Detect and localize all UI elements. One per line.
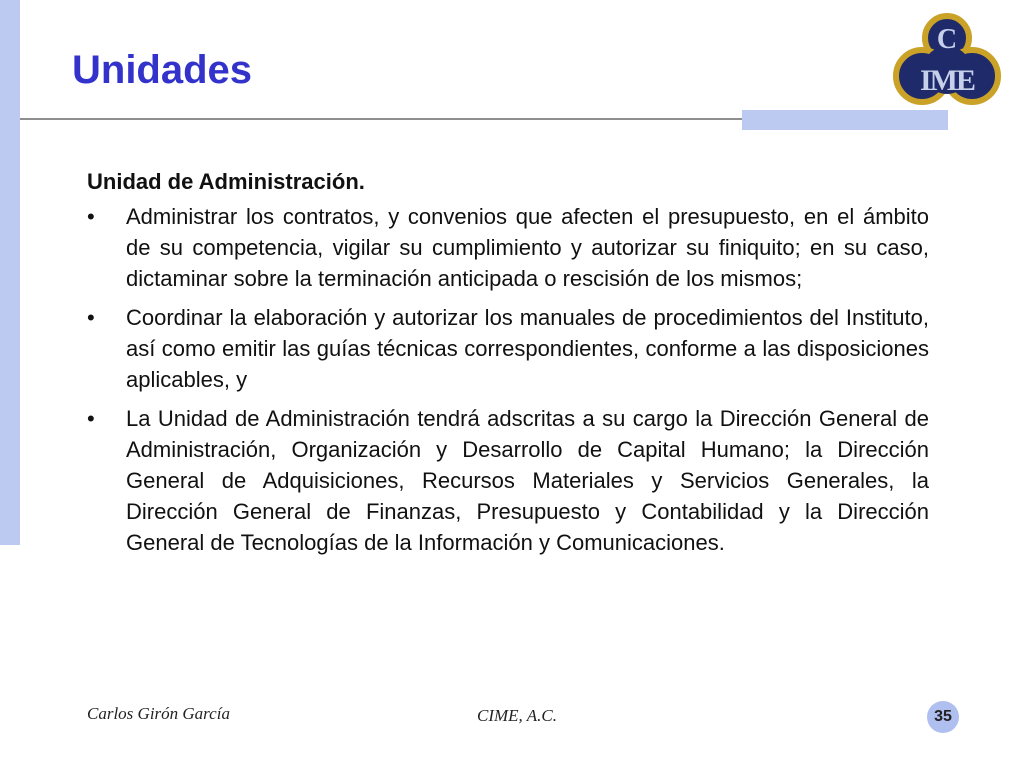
bullet-list	[87, 201, 929, 558]
list-item	[87, 403, 929, 558]
slide-title: Unidades	[72, 48, 253, 92]
page-number: 35	[934, 708, 952, 725]
bullet-text: Coordinar la elaboración y autorizar los manuales de procedimientos del Instituto, así como emitir las guías técnicas correspondientes, conforme a las disposiciones aplicables, y	[126, 305, 929, 392]
footer-author: Carlos Girón García	[87, 704, 230, 723]
bullet-icon: •	[87, 305, 95, 330]
section-subtitle: Unidad de Administración.	[87, 169, 365, 194]
page-number-badge	[927, 701, 959, 733]
list-item	[87, 201, 929, 294]
bullet-text: Administrar los contratos, y convenios que afecten el presupuesto, en el ámbito de su competencia, vigilar su cumplimiento y autorizar su finiquito; en su caso, dictaminar sobre la terminación anticipada o rescisión de los mismos;	[126, 204, 929, 291]
list-item	[87, 302, 929, 395]
logo-text-bottom: IME	[920, 64, 974, 97]
bullet-icon: •	[87, 204, 95, 229]
left-accent-bar	[0, 0, 20, 545]
bullet-icon: •	[87, 406, 95, 431]
cime-logo	[888, 10, 1006, 114]
slide-content	[87, 166, 929, 566]
bullet-text: La Unidad de Administración tendrá adscritas a su cargo la Dirección General de Administración, Organización y Desarrollo de Capital Humano; la Dirección General de Adquisiciones, Recursos Materiales y Servicios Generales, la Dirección General de Finanzas, Presupuesto y Contabilidad y la Dirección General de Tecnologías de la Información y Comunicaciones.	[126, 406, 929, 555]
footer-organization: CIME, A.C.	[477, 706, 557, 725]
logo-text-top: C	[936, 24, 958, 55]
